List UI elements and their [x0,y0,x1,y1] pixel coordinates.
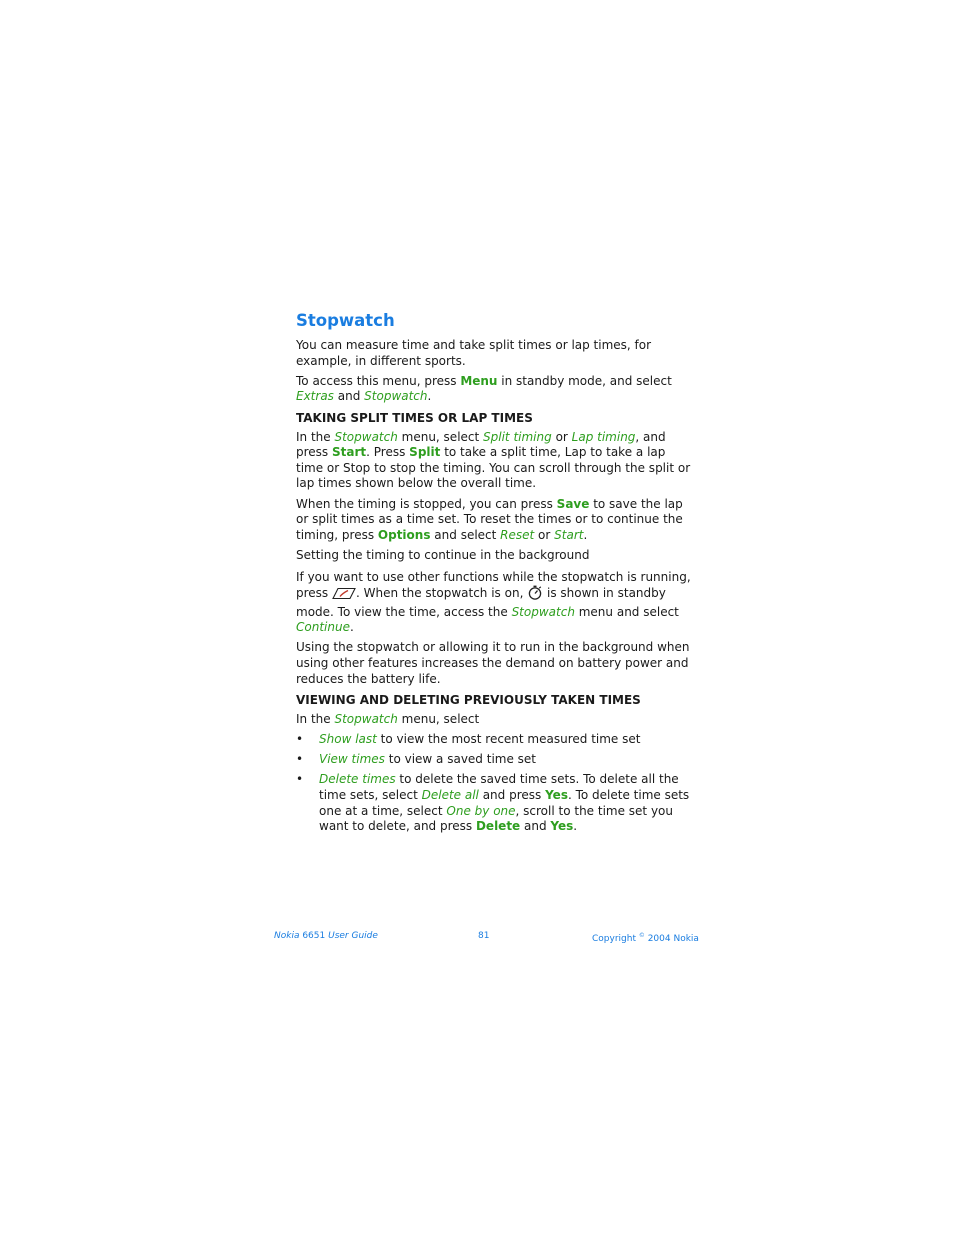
save-keyword: Save [556,496,590,511]
extras-menu-name: Extras [296,389,334,404]
menu-keyword: Menu [460,373,498,388]
viewing-heading: VIEWING AND DELETING PREVIOUSLY TAKEN TIMES [296,692,641,707]
end-key-icon [332,587,356,605]
split-times-heading: TAKING SPLIT TIMES OR LAP TIMES [296,410,533,425]
text: . [583,527,588,542]
split-paragraph-1 [296,430,696,492]
text: . [349,620,354,635]
text: and [333,389,365,404]
text: or [551,429,572,444]
delete-all-option: Delete all [421,788,479,802]
list-item [296,732,696,748]
footer-copyright [592,930,699,945]
yes-keyword: Yes [550,819,574,834]
text: If you want to use other functions while the stopwatch is running, press [296,569,691,601]
copyright-label: Copyright [592,934,639,944]
text: , scroll to the time set you want to delete, and press [319,803,674,834]
delete-keyword: Delete [475,819,521,834]
start-option: Start [554,527,584,542]
background-paragraph-2: Using the stopwatch or allowing it to run in the background when using other features increases the demand on battery power and reduces the battery life. [296,640,690,686]
stopwatch-icon [527,585,543,605]
show-last-option: Show last [319,732,377,747]
text: . Press [366,445,410,460]
intro-paragraph: You can measure time and take split times or lap times, for example, in different sports. [296,338,652,368]
yes-keyword: Yes [545,788,568,802]
text: in standby mode, and select [497,373,672,388]
text: , and press [296,429,666,460]
text: menu, select [397,429,484,444]
one-by-one-option: One by one [446,803,516,818]
text: to view a saved time set [384,752,536,767]
text: . [427,389,432,404]
text: When the timing is stopped, you can press [296,496,557,511]
footer-brand: Nokia [274,931,300,941]
options-list [296,732,696,835]
list-item [296,752,696,768]
text: and press [478,788,546,802]
list-item [296,772,696,834]
text: . When the stopwatch is on, [356,586,528,601]
text: . To delete time sets one at a time, select [319,788,690,818]
text: In the [296,711,335,726]
text: is shown in standby mode. To view the time, access the [296,586,666,619]
text: to delete the saved time sets. To delete all the time sets, select [319,772,679,802]
access-paragraph [296,374,696,405]
text: To access this menu, press [296,373,461,388]
page-number: 81 [478,931,490,941]
text: to view the most recent measured time set [376,732,641,747]
copyright-owner: 2004 Nokia [644,934,699,944]
text: In the [296,429,335,444]
text: to save the lap or split times as a time set. To reset the times or to continue the timing, press [296,496,683,542]
footer-guide-title [274,930,378,942]
bullet: • [296,732,304,747]
page-title: Stopwatch [296,311,395,330]
delete-times-option: Delete times [319,772,396,787]
split-paragraph-2 [296,497,696,544]
stopwatch-menu-name: Stopwatch [334,711,398,726]
footer-guide-label: User Guide [328,931,378,941]
continue-option: Continue [296,620,350,635]
bullet: • [296,772,304,787]
start-keyword: Start [332,445,367,460]
stopwatch-menu-name: Stopwatch [364,389,428,404]
text: menu and select [574,604,679,619]
stopwatch-menu-name: Stopwatch [511,604,575,619]
split-timing-option: Split timing [483,429,552,444]
background-subheading: Setting the timing to continue in the background [296,547,590,562]
text: menu, select [397,711,480,726]
text: and select [430,527,501,542]
bullet: • [296,752,304,767]
footer-model: 6651 [299,931,329,941]
text: . [573,819,578,834]
split-keyword: Split [409,445,441,460]
text: and [520,819,551,834]
view-times-option: View times [319,752,385,767]
text: or [534,527,555,542]
reset-option: Reset [500,527,535,542]
viewing-intro [296,712,696,728]
options-keyword: Options [377,527,431,542]
background-paragraph-1 [296,570,696,636]
text: to take a split time, Lap to take a lap time or Stop to stop the timing. You can scroll through the split or lap times shown below the overall time. [296,445,691,491]
page-content [296,310,696,839]
lap-timing-option: Lap timing [571,429,636,444]
stopwatch-menu-name: Stopwatch [334,429,398,444]
copyright-symbol: © [638,932,645,939]
